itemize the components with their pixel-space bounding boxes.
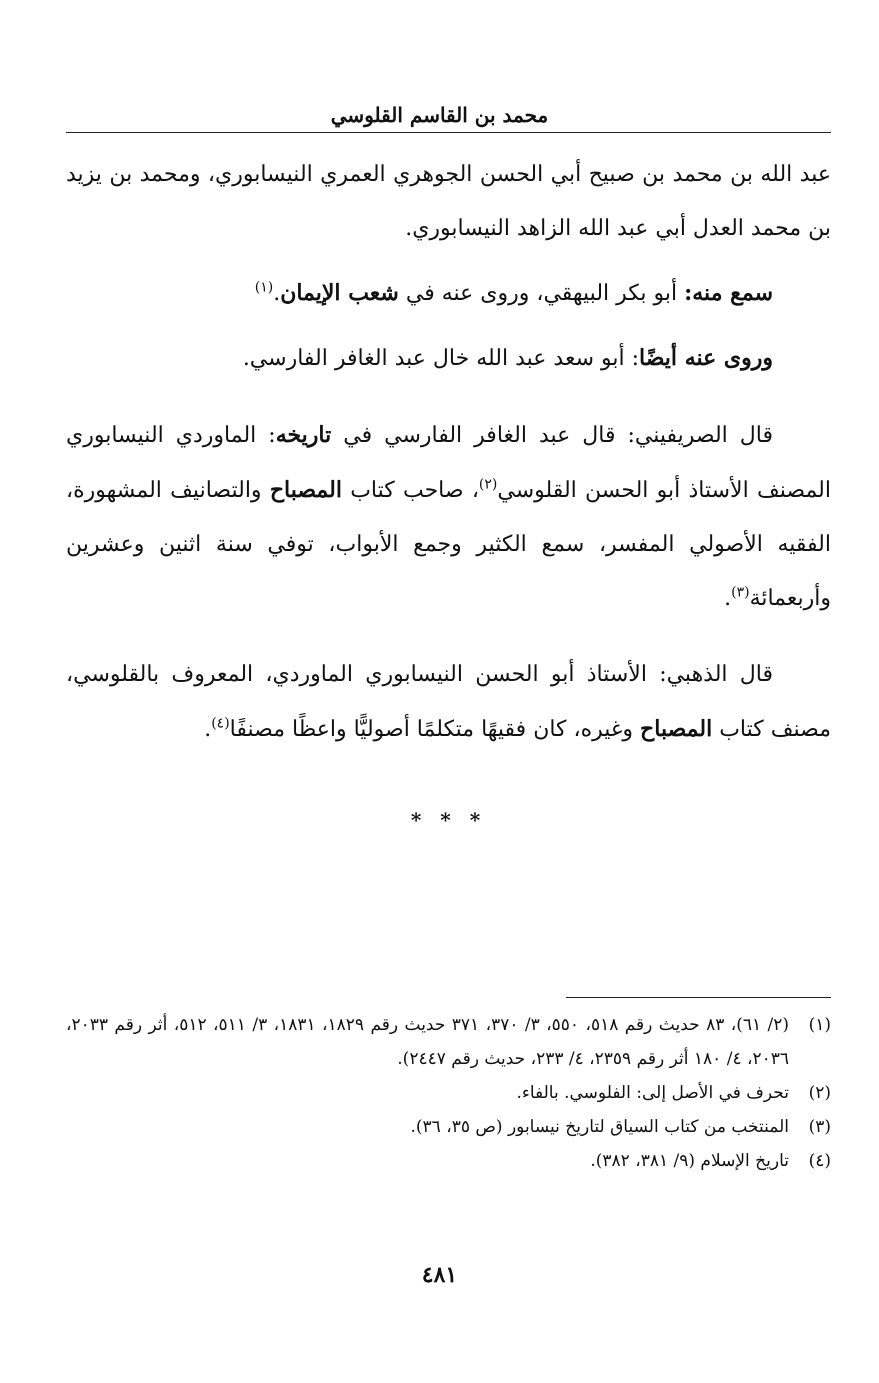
also-narrated-text: : أبو سعد عبد الله خال عبد الغافر الفارسي. <box>242 346 639 371</box>
footnote-number: (٤) <box>808 1151 831 1171</box>
sarifini-text-5: . <box>724 586 732 611</box>
footnote-ref-2: (٢) <box>478 476 498 493</box>
footnote-text: تحرف في الأصل إلى: الفلوسي. بالفاء. <box>516 1083 789 1103</box>
dhahabi-text-3: . <box>204 717 212 742</box>
heard-from-him-label: سمع منه: <box>684 280 773 306</box>
page-number: ٤٨١ <box>421 1262 458 1288</box>
sarifini-text-3: ، صاحب كتاب <box>341 478 479 503</box>
sarifini-text-2: : الماوردي النيسابوري المصنف الأستاذ أبو الحسن القلوسي <box>66 423 831 503</box>
footnote-ref-3: (٣) <box>731 584 750 601</box>
footnote-number: (٣) <box>808 1117 831 1137</box>
book-title-shuab: شعب الإيمان <box>280 280 399 306</box>
paragraph-also-narrated <box>66 331 831 386</box>
dhahabi-text-2: وغيره، كان فقيهًا متكلمًا أصوليًّا واعظًا مصنفًا <box>229 717 641 742</box>
paragraph-heard-from-him <box>66 266 831 321</box>
footnote-rule <box>566 997 831 998</box>
sarifini-text-4: والتصانيف المشهورة، الفقيه الأصولي المفسر، سمع الكثير وجمع الأبواب، توفي سنة اثنين وعشرين وأربعمائة <box>66 478 831 611</box>
footnote-3 <box>66 1110 831 1144</box>
book-title-misbah-2: المصباح <box>640 716 713 742</box>
header-rule <box>66 132 831 133</box>
book-title-misbah: المصباح <box>269 477 342 503</box>
sarifini-text-1: قال الصريفيني: قال عبد الغافر الفارسي في <box>331 423 774 448</box>
footnote-4 <box>66 1144 831 1178</box>
footnote-ref-4: (٤) <box>211 715 230 732</box>
running-head-title: محمد بن القاسم القلوسي <box>330 103 549 127</box>
also-narrated-label: وروى عنه <box>684 345 773 371</box>
main-text <box>66 148 831 847</box>
paragraph-teachers: عبد الله بن محمد بن صبيح أبي الحسن الجوهري العمري النيسابوري، ومحمد بن يزيد بن محمد العدل أبي عبد الله الزاهد النيسابوري. <box>66 162 831 241</box>
footnote-2 <box>66 1076 831 1110</box>
footnote-text: تاريخ الإسلام (٩/ ٣٨١، ٣٨٢). <box>590 1151 789 1171</box>
paragraph-sarifini-quote <box>66 408 831 626</box>
footnote-text: المنتخب من كتاب السياق لتاريخ نيسابور (ص ٣٥، ٣٦). <box>410 1117 789 1137</box>
paragraph-dhahabi-quote <box>66 648 831 757</box>
footnotes <box>66 1008 831 1178</box>
footnote-ref-1: (١) <box>254 279 274 296</box>
book-title-tarikh: تاريخه <box>275 422 332 448</box>
footnote-number: (٢) <box>808 1083 831 1103</box>
heard-from-him-text: أبو بكر البيهقي، وروى عنه في <box>398 281 685 306</box>
dhahabi-text-1: قال الذهبي: الأستاذ أبو الحسن النيسابوري الماوردي، المعروف بالقلوسي، مصنف كتاب <box>66 662 831 742</box>
footnote-text: (٢/ ٦١)، ٨٣ حديث رقم ٥١٨، ٥٥٠، ٣/ ٣٧٠، ٣٧١ حديث رقم ١٨٢٩، ١٨٣١، ٣/ ٥١١، ٥١٢، أثر رقم ٢٠٣٣، ٢٠٣٦، ٤/ ١٨٠ أثر رقم ٢٣٥٩، ٤/ ٢٣٣، حديث رقم ٢٤٤٧). <box>66 1015 790 1069</box>
also-narrated-label-2: أيضًا <box>639 345 685 371</box>
heard-from-him-end: . <box>273 281 281 306</box>
footnote-1 <box>66 1008 831 1076</box>
section-separator: * * * <box>410 808 487 832</box>
footnote-number: (١) <box>808 1015 831 1035</box>
